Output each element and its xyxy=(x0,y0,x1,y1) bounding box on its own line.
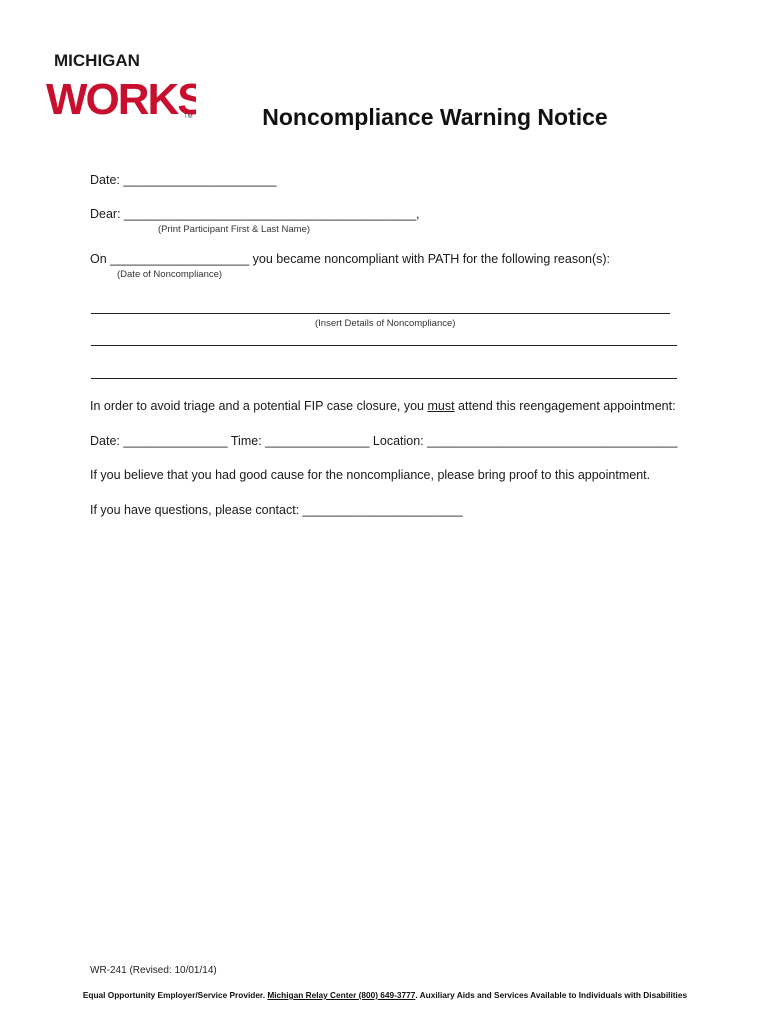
noncompliance-date-hint: (Date of Noncompliance) xyxy=(117,269,223,280)
contact-label: If you have questions, please contact: xyxy=(90,503,303,517)
appointment-time-label: Time: xyxy=(227,434,266,448)
participant-name-hint: (Print Participant First & Last Name) xyxy=(158,224,311,235)
appointment-date-blank[interactable]: _______________ xyxy=(123,434,228,448)
footer-aids: . Auxiliary Aids and Services Available to Individuals with Disabilities xyxy=(415,990,688,1000)
footer-notice xyxy=(0,990,770,1000)
date-blank[interactable]: ______________________ xyxy=(123,173,277,187)
date-row xyxy=(90,173,276,187)
details-hint: (Insert Details of Noncompliance) xyxy=(315,318,456,329)
logo-trademark: TM xyxy=(184,114,193,120)
triage-text-before: In order to avoid triage and a potential FIP case closure, you xyxy=(90,399,428,413)
contact-row xyxy=(90,503,463,517)
triage-text-after: attend this reengagement appointment: xyxy=(454,399,676,413)
good-cause-text: If you believe that you had good cause for the noncompliance, please bring proof to this appointment. xyxy=(90,468,651,482)
triage-row xyxy=(90,399,676,413)
details-line-2[interactable] xyxy=(91,345,677,346)
noncompliance-row xyxy=(90,252,610,266)
noncompliance-date-blank[interactable]: ____________________ xyxy=(110,252,250,266)
appointment-date-label: Date: xyxy=(90,434,124,448)
relay-center-link[interactable]: Michigan Relay Center (800) 649-3777 xyxy=(267,990,416,1000)
logo-top-word: MICHIGAN xyxy=(54,51,140,70)
noncompliance-text: you became noncompliant with PATH for the following reason(s): xyxy=(249,252,611,266)
participant-name-blank[interactable]: __________________________________________, xyxy=(124,207,420,221)
logo-bottom-word: WORKS xyxy=(46,75,196,124)
appointment-location-blank[interactable]: ____________________________________ xyxy=(427,434,678,448)
details-line-1[interactable] xyxy=(91,313,670,314)
dear-row xyxy=(90,207,420,221)
on-label: On xyxy=(90,252,111,266)
appointment-time-blank[interactable]: _______________ xyxy=(265,434,370,448)
details-line-3[interactable] xyxy=(91,378,677,379)
page-title: Noncompliance Warning Notice xyxy=(262,104,608,130)
appointment-location-label: Location: xyxy=(369,434,428,448)
contact-blank[interactable]: _______________________ xyxy=(302,503,463,517)
footer-eoe: Equal Opportunity Employer/Service Provider. xyxy=(82,990,268,1000)
triage-emphasis: must xyxy=(427,399,455,413)
appointment-row xyxy=(90,434,677,448)
form-reference: WR-241 (Revised: 10/01/14) xyxy=(90,965,217,976)
date-label: Date: xyxy=(90,173,124,187)
dear-label: Dear: xyxy=(90,207,125,221)
